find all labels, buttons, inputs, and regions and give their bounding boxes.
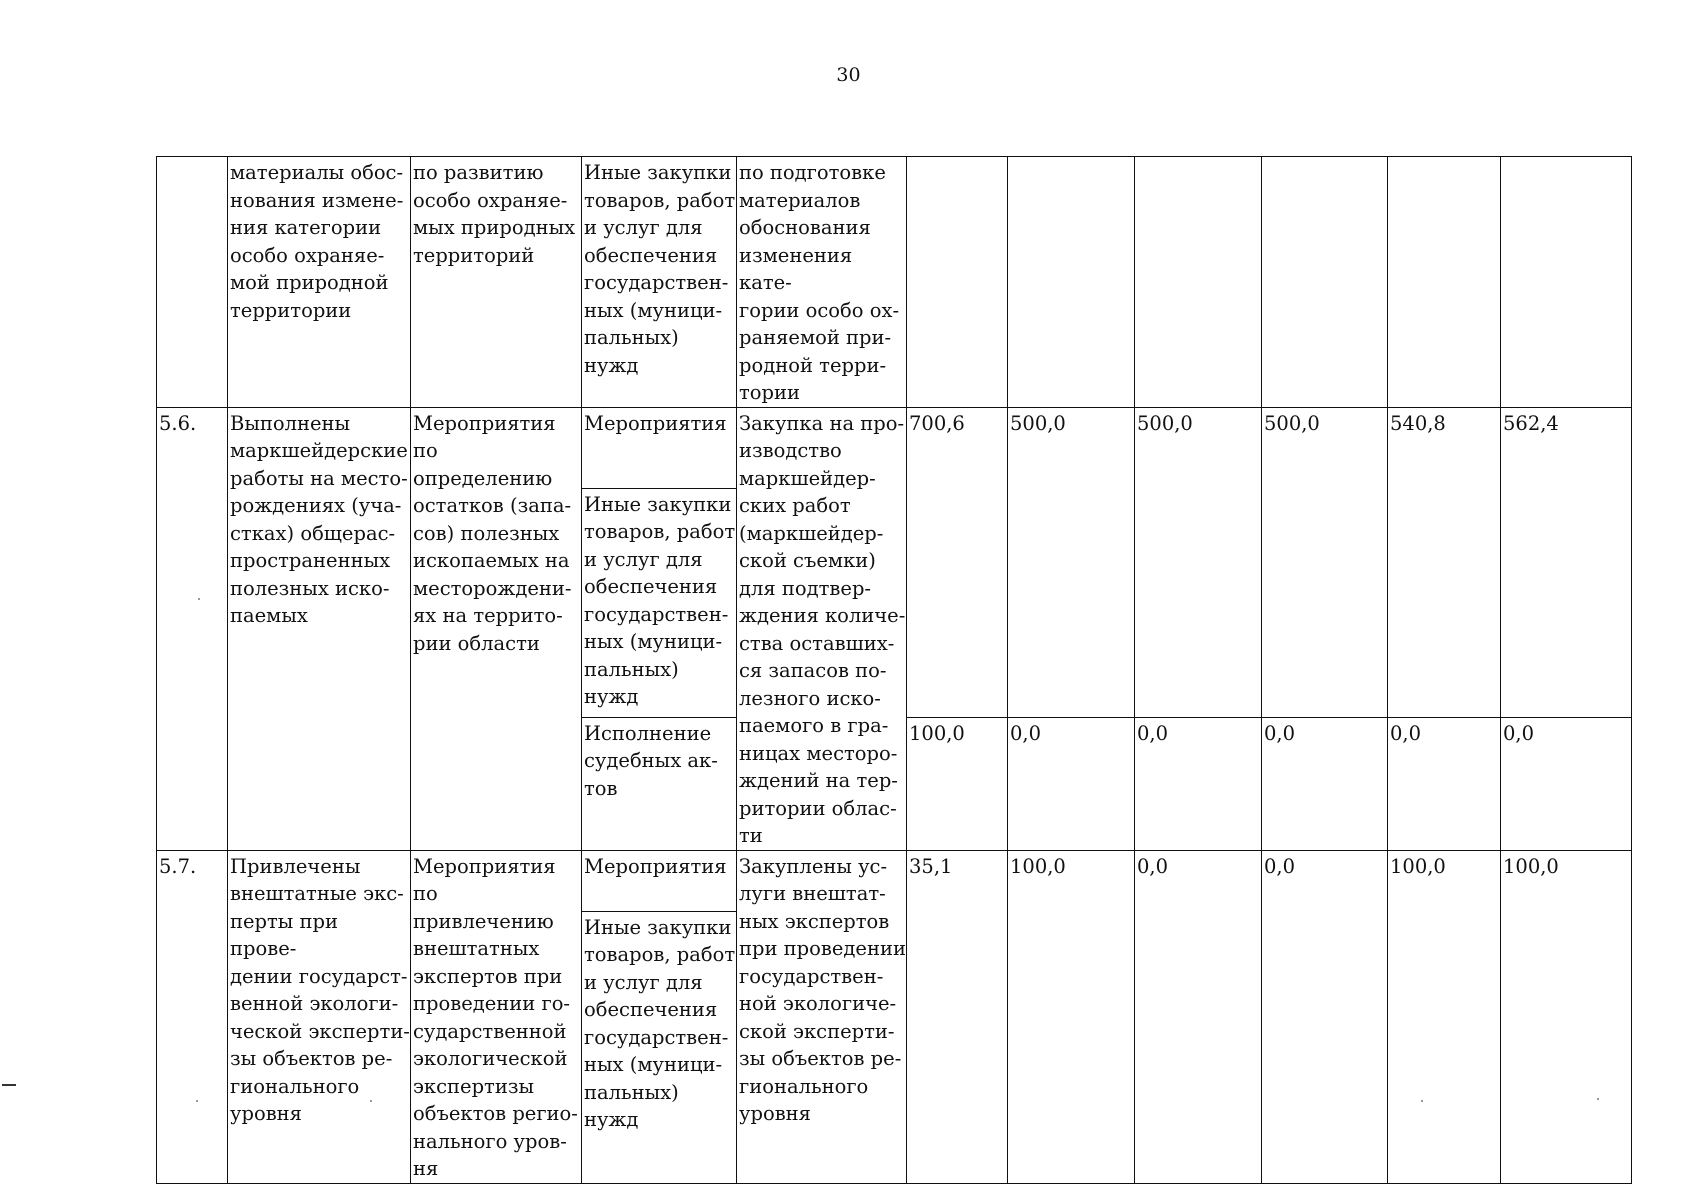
row-number-cell: 5.6. bbox=[157, 407, 228, 850]
value-cell: 0,0 bbox=[1135, 717, 1262, 850]
value-cell: 0,0 bbox=[1388, 717, 1501, 850]
expense-type-cell: Мероприятия bbox=[582, 850, 737, 911]
value-cell: 100,0 bbox=[1388, 850, 1501, 1183]
result-cell: Выполнены маркшейдерские работы на место- рождениях (уча- стках) общерас- пространенных полезных иско- паемых bbox=[228, 407, 411, 850]
value-cell bbox=[1135, 157, 1262, 408]
value-cell bbox=[1501, 157, 1632, 408]
expense-type-cell: Исполнение судебных ак- тов bbox=[582, 717, 737, 850]
measure-cell: Мероприятия по привлечению внештатных экспертов при проведении го- сударственной экологической экспертизы объектов регио- нального уров- ня bbox=[411, 850, 582, 1183]
value-cell: 0,0 bbox=[1501, 717, 1632, 850]
value-cell: 562,4 bbox=[1501, 407, 1632, 717]
value-cell: 500,0 bbox=[1135, 407, 1262, 717]
expense-type-cell: Мероприятия bbox=[582, 407, 737, 488]
row-number-cell: 5.7. bbox=[157, 850, 228, 1183]
measure-cell: Мероприятия по определению остатков (запа- сов) полезных ископаемых на месторождени- ях на террито- рии области bbox=[411, 407, 582, 850]
value-cell: 500,0 bbox=[1008, 407, 1135, 717]
value-cell: 100,0 bbox=[1501, 850, 1632, 1183]
value-cell: 0,0 bbox=[1135, 850, 1262, 1183]
table-row bbox=[157, 850, 1632, 911]
scan-artifact bbox=[2, 1084, 16, 1086]
scan-artifact bbox=[198, 598, 200, 600]
value-cell bbox=[907, 157, 1008, 408]
scan-artifact bbox=[370, 1100, 372, 1102]
scan-artifact bbox=[1597, 1098, 1599, 1100]
measure-cell: по развитию особо охраняе- мых природных территорий bbox=[411, 157, 582, 408]
value-cell: 100,0 bbox=[1008, 850, 1135, 1183]
description-cell: Закупка на про- изводство маркшейдер- ских работ (маркшейдер- ской съемки) для подтвер- ждения количе- ства оставших- ся запасов по- лезного иско- паемого в гра- ницах месторо- ждений на тер- ритории облас- ти bbox=[737, 407, 907, 850]
description-cell: по подготовке материалов обоснования изменения кате- гории особо ох- раняемой при- родной терри- тории bbox=[737, 157, 907, 408]
expense-type-cell: Иные закупки товаров, работ и услуг для обеспечения государствен- ных (муници- пальных) нужд bbox=[582, 488, 737, 717]
budget-table bbox=[156, 156, 1632, 1184]
description-cell: Закуплены ус- луги внештат- ных экспертов при проведении государствен- ной экологиче- ской эксперти- зы объектов ре- гионального уровня bbox=[737, 850, 907, 1183]
value-cell bbox=[1262, 157, 1388, 408]
value-cell: 0,0 bbox=[1262, 850, 1388, 1183]
scan-artifact bbox=[1421, 1100, 1423, 1102]
expense-type-cell: Иные закупки товаров, работ и услуг для обеспечения государствен- ных (муници- пальных) нужд bbox=[582, 911, 737, 1183]
value-cell: 35,1 bbox=[907, 850, 1008, 1183]
value-cell: 700,6 bbox=[907, 407, 1008, 717]
value-cell bbox=[1388, 157, 1501, 408]
value-cell bbox=[1008, 157, 1135, 408]
page-number: 30 bbox=[836, 64, 861, 86]
value-cell: 540,8 bbox=[1388, 407, 1501, 717]
row-number-cell bbox=[157, 157, 228, 408]
table-row bbox=[157, 407, 1632, 488]
table-row bbox=[157, 157, 1632, 408]
scan-artifact bbox=[196, 1100, 198, 1102]
value-cell: 0,0 bbox=[1008, 717, 1135, 850]
value-cell: 100,0 bbox=[907, 717, 1008, 850]
result-cell: Привлечены внештатные экс- перты при прове- дении государст- венной экологи- ческой эксперти- зы объектов ре- гионального уровня bbox=[228, 850, 411, 1183]
result-cell: материалы обос- нования измене- ния категории особо охраняе- мой природной территории bbox=[228, 157, 411, 408]
value-cell: 0,0 bbox=[1262, 717, 1388, 850]
value-cell: 500,0 bbox=[1262, 407, 1388, 717]
expense-type-cell: Иные закупки товаров, работ и услуг для обеспечения государствен- ных (муници- пальных) нужд bbox=[582, 157, 737, 408]
